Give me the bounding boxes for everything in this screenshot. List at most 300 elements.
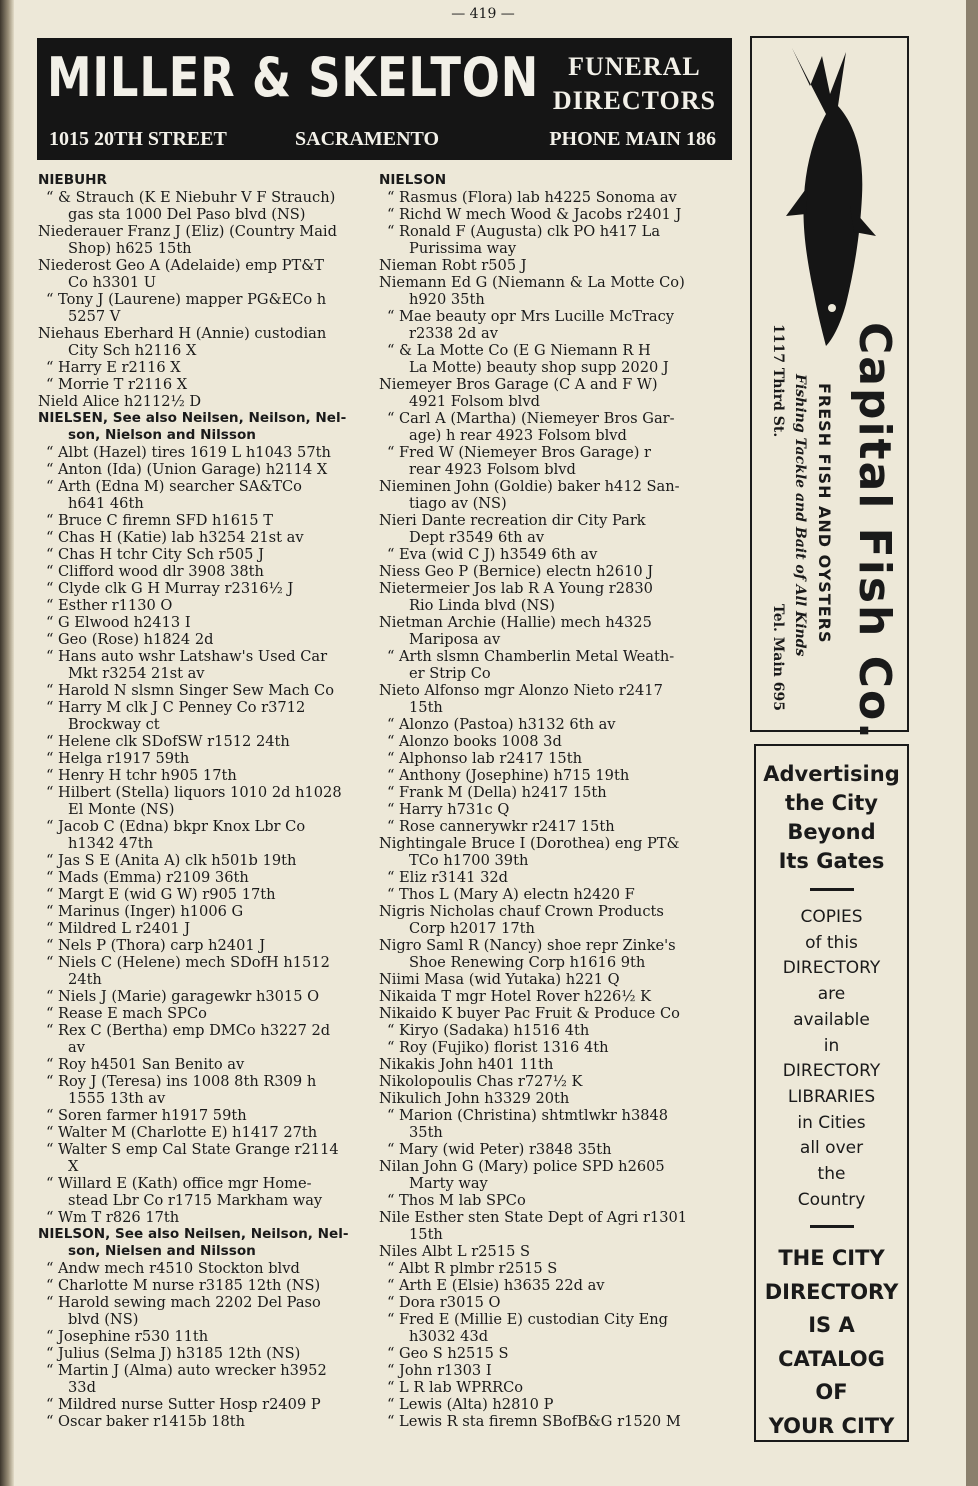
listing-sub-entry <box>379 716 741 733</box>
listing-continuation <box>38 308 371 325</box>
listing-sub-entry <box>38 1175 371 1192</box>
ditto-mark: “ <box>46 359 54 376</box>
ditto-mark: “ <box>46 699 54 716</box>
listing-continuation <box>38 1039 371 1056</box>
ditto-mark: “ <box>387 444 395 461</box>
listing-text: Thos M lab SPCo <box>399 1192 526 1209</box>
listing-text: NIEBUHR <box>38 172 107 188</box>
listing-sub-entry <box>379 1022 741 1039</box>
listing-text: Mary (wid Peter) r3848 35th <box>399 1141 612 1158</box>
listing-sub-entry <box>38 359 371 376</box>
listing-text: Nikolopoulis Chas r727½ K <box>379 1073 583 1090</box>
listing-text: gas sta 1000 Del Paso blvd (NS) <box>68 206 306 223</box>
directory-ad-line: DIRECTORY <box>782 958 881 979</box>
ditto-mark: “ <box>387 1141 395 1158</box>
listing-text: Niemeyer Bros Garage (C A and F W) <box>379 376 658 393</box>
listing-sub-entry <box>38 546 371 563</box>
ditto-mark: “ <box>46 1056 54 1073</box>
ditto-mark: “ <box>46 1413 54 1430</box>
ditto-mark: “ <box>387 1277 395 1294</box>
listing-text: Shop) h625 15th <box>68 240 192 257</box>
listing-sub-entry <box>38 767 371 784</box>
ditto-mark: “ <box>46 580 54 597</box>
ditto-mark: “ <box>46 988 54 1005</box>
ditto-mark: “ <box>46 1022 54 1039</box>
listing-entry <box>38 223 371 240</box>
listing-sub-entry <box>38 1022 371 1039</box>
listing-text: Mildred L r2401 J <box>58 920 191 937</box>
listing-continuation <box>379 954 741 971</box>
listing-entry <box>379 478 741 495</box>
listing-continuation <box>379 461 741 478</box>
listing-sub-entry <box>38 1260 371 1277</box>
listing-column-left <box>38 172 371 1430</box>
listing-entry <box>379 376 741 393</box>
ditto-mark: “ <box>46 1345 54 1362</box>
listing-text: Ronald F (Augusta) clk PO h417 La <box>399 223 661 240</box>
listing-text: Nightingale Bruce I (Dorothea) eng PT& <box>379 835 680 852</box>
section-heading <box>38 1243 371 1260</box>
listing-sub-entry <box>379 1192 741 1209</box>
listing-text: Nietman Archie (Hallie) mech h4325 <box>379 614 652 631</box>
ditto-mark: “ <box>46 444 54 461</box>
listing-text: Harry M clk J C Penney Co r3712 <box>58 699 306 716</box>
listing-column-right <box>379 172 741 1430</box>
listing-entry <box>379 614 741 631</box>
ditto-mark: “ <box>387 716 395 733</box>
listing-text: Morrie T r2116 X <box>58 376 188 393</box>
listing-sub-entry <box>38 597 371 614</box>
listing-sub-entry <box>379 342 741 359</box>
section-heading <box>38 172 371 189</box>
listing-text: Nikaida T mgr Hotel Rover h226½ K <box>379 988 652 1005</box>
listing-text: Niehaus Eberhard H (Annie) custodian <box>38 325 327 342</box>
listing-continuation <box>379 631 741 648</box>
ditto-mark: “ <box>46 376 54 393</box>
listing-text: Alphonso lab r2417 15th <box>399 750 582 767</box>
directory-ad-line: the <box>817 1164 846 1185</box>
ditto-mark: “ <box>387 1192 395 1209</box>
listing-continuation <box>38 801 371 818</box>
banner-city: SACRAMENTO <box>295 128 440 150</box>
listing-text: Nile Esther sten State Dept of Agri r1301 <box>379 1209 688 1226</box>
listing-sub-entry <box>379 206 741 223</box>
listing-text: Lewis R sta firemn SBofB&G r1520 M <box>399 1413 681 1430</box>
fish-ad-company: Capital Fish Co. <box>849 322 900 741</box>
listing-text: Nels P (Thora) carp h2401 J <box>58 937 266 954</box>
listing-text: Nieri Dante recreation dir City Park <box>379 512 646 529</box>
listing-continuation <box>379 291 741 308</box>
listing-entry <box>379 257 741 274</box>
listing-continuation <box>379 240 741 257</box>
listing-text: 4921 Folsom blvd <box>409 393 540 410</box>
ditto-mark: “ <box>46 767 54 784</box>
ditto-mark: “ <box>387 1396 395 1413</box>
ditto-mark: “ <box>46 1396 54 1413</box>
listing-text: er Strip Co <box>409 665 491 682</box>
listing-sub-entry <box>38 988 371 1005</box>
listing-sub-entry <box>379 308 741 325</box>
directory-ad-line: are <box>817 984 846 1005</box>
listing-text: age) h rear 4923 Folsom blvd <box>409 427 627 444</box>
ditto-mark: “ <box>387 869 395 886</box>
listing-sub-entry <box>38 189 371 206</box>
listing-continuation <box>38 835 371 852</box>
directory-ad-line: Beyond <box>787 820 876 844</box>
listing-text: Roy J (Teresa) ins 1008 8th R309 h <box>58 1073 317 1090</box>
listing-text: Marion (Christina) shtmtlwkr h3848 <box>399 1107 669 1124</box>
listing-continuation <box>379 495 741 512</box>
listing-text: Rease E mach SPCo <box>58 1005 207 1022</box>
listing-entry <box>379 1056 741 1073</box>
directory-ad-line: all over <box>799 1138 864 1159</box>
listing-continuation <box>38 1158 371 1175</box>
listing-sub-entry <box>379 648 741 665</box>
listing-text: Carl A (Martha) (Niemeyer Bros Gar- <box>399 410 675 427</box>
listing-text: Marty way <box>409 1175 488 1192</box>
listing-continuation <box>38 716 371 733</box>
listing-sub-entry <box>38 512 371 529</box>
listing-text: Niederauer Franz J (Eliz) (Country Maid <box>38 223 337 240</box>
listing-sub-entry <box>38 291 371 308</box>
directory-ad-rule <box>810 888 854 891</box>
listing-sub-entry <box>38 1073 371 1090</box>
listing-text: Arth E (Elsie) h3635 22d av <box>399 1277 605 1294</box>
ditto-mark: “ <box>387 801 395 818</box>
listing-sub-entry <box>38 1413 371 1430</box>
listing-sub-entry <box>38 937 371 954</box>
listing-text: Niels J (Marie) garagewkr h3015 O <box>58 988 320 1005</box>
fish-ad-phone: Tel. Main 695 <box>770 604 786 711</box>
listing-text: Nigro Saml R (Nancy) shoe repr Zinke's <box>379 937 676 954</box>
listing-sub-entry <box>38 1396 371 1413</box>
listing-text: & Strauch (K E Niebuhr V F Strauch) <box>58 189 336 206</box>
ditto-mark: “ <box>387 733 395 750</box>
listing-text: Clifford wood dlr 3908 38th <box>58 563 264 580</box>
ditto-mark: “ <box>46 869 54 886</box>
listing-text: L R lab WPRRCo <box>399 1379 524 1396</box>
ditto-mark: “ <box>46 750 54 767</box>
directory-ad-line: IS A <box>808 1313 855 1338</box>
listing-sub-entry <box>379 410 741 427</box>
ditto-mark: “ <box>46 784 54 801</box>
listing-text: Josephine r530 11th <box>58 1328 209 1345</box>
listing-sub-entry <box>379 546 741 563</box>
ditto-mark: “ <box>387 410 395 427</box>
ditto-mark: “ <box>387 1345 395 1362</box>
listing-text: Nieman Robt r505 J <box>379 257 527 274</box>
ditto-mark: “ <box>46 461 54 478</box>
listing-text: Alonzo books 1008 3d <box>399 733 562 750</box>
ditto-mark: “ <box>387 342 395 359</box>
listing-sub-entry <box>379 1379 741 1396</box>
directory-ad-line: COPIES <box>800 907 863 927</box>
listing-continuation <box>38 971 371 988</box>
listing-text: Rose cannerywkr r2417 15th <box>399 818 615 835</box>
ditto-mark: “ <box>46 1107 54 1124</box>
listing-text: El Monte (NS) <box>68 801 175 818</box>
ditto-mark: “ <box>46 1175 54 1192</box>
listing-sub-entry <box>38 580 371 597</box>
ditto-mark: “ <box>387 886 395 903</box>
capital-fish-ad <box>750 36 909 741</box>
listing-text: Nilan John G (Mary) police SPD h2605 <box>379 1158 665 1175</box>
listing-text: Brockway ct <box>68 716 160 733</box>
ditto-mark: “ <box>46 1209 54 1226</box>
listing-sub-entry <box>379 189 741 206</box>
listing-text: h641 46th <box>68 495 144 512</box>
listing-sub-entry <box>379 1362 741 1379</box>
section-heading <box>38 427 371 444</box>
listing-sub-entry <box>38 1209 371 1226</box>
listing-entry <box>379 682 741 699</box>
listing-text: Chas H (Katie) lab h3254 21st av <box>58 529 304 546</box>
listing-continuation <box>38 1090 371 1107</box>
listing-sub-entry <box>379 1396 741 1413</box>
ditto-mark: “ <box>387 1413 395 1430</box>
listing-text: NIELSON <box>379 172 447 188</box>
ditto-mark: “ <box>46 648 54 665</box>
listing-sub-entry <box>38 529 371 546</box>
listing-continuation <box>38 274 371 291</box>
listing-sub-entry <box>38 886 371 903</box>
listing-text: Nikakis John h401 11th <box>379 1056 554 1073</box>
listing-continuation <box>38 1192 371 1209</box>
listing-text: Nield Alice h2112½ D <box>38 393 202 410</box>
listing-entry <box>379 1073 741 1090</box>
listing-entry <box>379 835 741 852</box>
listing-sub-entry <box>38 1277 371 1294</box>
listing-text: Dora r3015 O <box>399 1294 501 1311</box>
listing-text: Anton (Ida) (Union Garage) h2114 X <box>58 461 328 478</box>
listing-text: 15th <box>409 1226 443 1243</box>
ditto-mark: “ <box>46 818 54 835</box>
listing-sub-entry <box>38 1124 371 1141</box>
listing-entry <box>379 903 741 920</box>
listing-sub-entry <box>38 478 371 495</box>
directory-ad-line: OF <box>815 1380 848 1405</box>
listing-sub-entry <box>379 1039 741 1056</box>
listing-entry <box>379 937 741 954</box>
ditto-mark: “ <box>46 852 54 869</box>
listing-text: NIELSON, See also Neilsen, Neilson, Nel- <box>38 1226 349 1242</box>
fish-ad-line1: FRESH FISH AND OYSTERS <box>815 383 834 644</box>
listing-text: Albt R plmbr r2515 S <box>399 1260 558 1277</box>
listing-sub-entry <box>38 461 371 478</box>
listing-entry <box>379 1090 741 1107</box>
directory-ad <box>754 744 909 1442</box>
listing-text: Nikulich John h3329 20th <box>379 1090 570 1107</box>
listing-text: Mildred nurse Sutter Hosp r2409 P <box>58 1396 321 1413</box>
listing-sub-entry <box>38 733 371 750</box>
miller-skelton-banner <box>37 38 732 160</box>
listing-entry <box>379 580 741 597</box>
ditto-mark: “ <box>387 189 395 206</box>
listing-text: Soren farmer h1917 59th <box>58 1107 247 1124</box>
directory-ad-line: in Cities <box>797 1112 866 1133</box>
listing-text: h3032 43d <box>409 1328 489 1345</box>
directory-ad-line: CATALOG <box>778 1346 885 1371</box>
listing-continuation <box>379 1124 741 1141</box>
listing-continuation <box>379 359 741 376</box>
listing-text: Lewis (Alta) h2810 P <box>399 1396 554 1413</box>
listing-text: La Motte) beauty shop supp 2020 J <box>409 359 669 376</box>
listing-sub-entry <box>38 1328 371 1345</box>
listing-text: Harold sewing mach 2202 Del Paso <box>58 1294 321 1311</box>
listing-text: 35th <box>409 1124 443 1141</box>
listing-entry <box>38 325 371 342</box>
listing-text: Martin J (Alma) auto wrecker h3952 <box>58 1362 327 1379</box>
listing-text: Geo (Rose) h1824 2d <box>58 631 214 648</box>
listing-text: Jacob C (Edna) bkpr Knox Lbr Co <box>58 818 306 835</box>
listing-text: Harry h731c Q <box>399 801 510 818</box>
listing-sub-entry <box>379 1311 741 1328</box>
listing-sub-entry <box>379 1141 741 1158</box>
section-heading <box>38 410 371 427</box>
listing-continuation <box>379 597 741 614</box>
listing-text: John r1303 I <box>399 1362 492 1379</box>
banner-address: 1015 20TH STREET <box>49 128 227 150</box>
directory-ad-line: available <box>793 1009 870 1030</box>
listing-continuation <box>379 325 741 342</box>
listing-text: Shoe Renewing Corp h1616 9th <box>409 954 646 971</box>
listing-entry <box>379 274 741 291</box>
listing-text: tiago av (NS) <box>409 495 507 512</box>
listing-text: Clyde clk G H Murray r2316½ J <box>58 580 294 597</box>
listing-text: rear 4923 Folsom blvd <box>409 461 576 478</box>
listing-sub-entry <box>38 631 371 648</box>
listing-text: Alonzo (Pastoa) h3132 6th av <box>399 716 616 733</box>
directory-ad-line: in <box>823 1035 840 1056</box>
ditto-mark: “ <box>46 886 54 903</box>
listing-sub-entry <box>38 376 371 393</box>
ditto-mark: “ <box>46 920 54 937</box>
listing-text: Niederost Geo A (Adelaide) emp PT&T <box>38 257 324 274</box>
directory-ad-line: LIBRARIES <box>787 1086 876 1107</box>
listing-sub-entry <box>38 869 371 886</box>
listing-text: G Elwood h2413 I <box>58 614 191 631</box>
ditto-mark: “ <box>387 750 395 767</box>
listing-sub-entry <box>38 750 371 767</box>
listing-continuation <box>379 1175 741 1192</box>
listing-text: Walter S emp Cal State Grange r2114 <box>58 1141 339 1158</box>
listing-text: Chas H tchr City Sch r505 J <box>58 546 264 563</box>
listing-text: Andw mech r4510 Stockton blvd <box>58 1260 300 1277</box>
listing-sub-entry <box>379 801 741 818</box>
ditto-mark: “ <box>387 648 395 665</box>
listing-text: Richd W mech Wood & Jacobs r2401 J <box>399 206 682 223</box>
listing-text: Niemann Ed G (Niemann & La Motte Co) <box>379 274 685 291</box>
listing-text: Rasmus (Flora) lab h4225 Sonoma av <box>399 189 677 206</box>
directory-ad-body <box>756 905 907 1213</box>
ditto-mark: “ <box>46 1124 54 1141</box>
ditto-mark: “ <box>387 1362 395 1379</box>
listing-text: 15th <box>409 699 443 716</box>
listing-text: Geo S h2515 S <box>399 1345 509 1362</box>
listing-text: Hilbert (Stella) liquors 1010 2d h1028 <box>58 784 342 801</box>
listing-text: son, Nielsen and Nilsson <box>68 1243 256 1259</box>
listing-entry <box>379 1005 741 1022</box>
listing-entry <box>379 1243 741 1260</box>
listing-sub-entry <box>38 1294 371 1311</box>
listing-text: Mae beauty opr Mrs Lucille McTracy <box>399 308 675 325</box>
ditto-mark: “ <box>387 1294 395 1311</box>
listing-continuation <box>38 240 371 257</box>
listing-sub-entry <box>38 920 371 937</box>
listing-text: Corp h2017 17th <box>409 920 535 937</box>
listing-text: X <box>68 1158 79 1175</box>
ditto-mark: “ <box>46 1277 54 1294</box>
listing-text: Purissima way <box>409 240 517 257</box>
ditto-mark: “ <box>387 1107 395 1124</box>
listing-text: TCo h1700 39th <box>409 852 529 869</box>
ditto-mark: “ <box>46 631 54 648</box>
listing-text: Rio Linda blvd (NS) <box>409 597 555 614</box>
listing-text: av <box>68 1039 85 1056</box>
directory-ad-line: DIRECTORY <box>764 1279 899 1304</box>
listing-text: Nietermeier Jos lab R A Young r2830 <box>379 580 653 597</box>
listing-continuation <box>38 1311 371 1328</box>
listing-sub-entry <box>38 563 371 580</box>
directory-ad-tagline <box>756 1242 907 1443</box>
listing-sub-entry <box>38 1345 371 1362</box>
listing-continuation <box>38 342 371 359</box>
listing-sub-entry <box>38 903 371 920</box>
ditto-mark: “ <box>46 937 54 954</box>
listing-sub-entry <box>379 886 741 903</box>
ditto-mark: “ <box>387 1039 395 1056</box>
listing-sub-entry <box>38 818 371 835</box>
directory-ad-line: Its Gates <box>778 849 885 873</box>
listing-text: City Sch h2116 X <box>68 342 197 359</box>
listing-text: Harold N slsmn Singer Sew Mach Co <box>58 682 334 699</box>
listing-sub-entry <box>38 1141 371 1158</box>
listing-continuation <box>379 529 741 546</box>
directory-ad-headline <box>756 760 907 876</box>
ditto-mark: “ <box>46 1005 54 1022</box>
listing-text: Walter M (Charlotte E) h1417 27th <box>58 1124 318 1141</box>
fish-ad-address: 1117 Third St. <box>770 324 786 438</box>
ditto-mark: “ <box>46 1260 54 1277</box>
listing-text: Bruce C firemn SFD h1615 T <box>58 512 273 529</box>
ditto-mark: “ <box>46 1073 54 1090</box>
listing-sub-entry <box>379 1107 741 1124</box>
listing-sub-entry <box>38 1056 371 1073</box>
listing-sub-entry <box>379 1345 741 1362</box>
ditto-mark: “ <box>387 206 395 223</box>
ditto-mark: “ <box>46 512 54 529</box>
listing-text: Fred E (Millie E) custodian City Eng <box>399 1311 669 1328</box>
directory-ad-line: THE CITY <box>778 1246 885 1271</box>
listing-text: Marinus (Inger) h1006 G <box>58 903 244 920</box>
listing-sub-entry <box>379 733 741 750</box>
listing-entry <box>379 988 741 1005</box>
listing-sub-entry <box>38 648 371 665</box>
listing-sub-entry <box>379 818 741 835</box>
listing-text: Arth slsmn Chamberlin Metal Weath- <box>399 648 675 665</box>
listing-text: Dept r3549 6th av <box>409 529 545 546</box>
section-heading <box>379 172 741 189</box>
listing-sub-entry <box>379 784 741 801</box>
listing-text: Mariposa av <box>409 631 501 648</box>
listing-text: Nikaido K buyer Pac Fruit & Produce Co <box>379 1005 680 1022</box>
listing-text: Helene clk SDofSW r1512 24th <box>58 733 290 750</box>
listing-text: blvd (NS) <box>68 1311 139 1328</box>
ditto-mark: “ <box>46 1294 54 1311</box>
listing-continuation <box>379 393 741 410</box>
ditto-mark: “ <box>46 682 54 699</box>
listing-text: Frank M (Della) h2417 15th <box>399 784 607 801</box>
